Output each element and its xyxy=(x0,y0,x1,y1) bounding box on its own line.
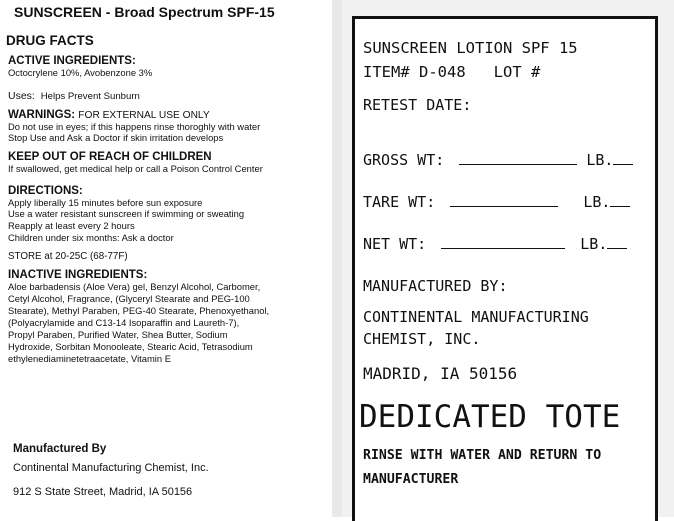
tare-weight-blank xyxy=(450,206,558,207)
item-lot-row xyxy=(363,63,540,81)
drug-facts-heading: DRUG FACTS xyxy=(6,33,94,48)
keep-out-text: If swallowed, get medical help or call a Poison Control Center xyxy=(8,163,263,174)
warnings-heading: WARNINGS: xyxy=(8,109,76,121)
inactive-line: Stearate), Methyl Paraben, PEG-40 Stearate, Phenoxyethanol, xyxy=(8,305,270,316)
manufacturer-address: 912 S State Street, Madrid, IA 50156 xyxy=(13,486,193,498)
tare-lb-blank xyxy=(610,206,630,207)
active-ingredients-text: Octocrylene 10%, Avobenzone 3% xyxy=(8,67,153,78)
inactive-line: Propyl Paraben, Purified Water, Shea Butter, Sodium xyxy=(8,329,228,340)
lot-label: LOT # xyxy=(493,63,541,81)
dedicated-tote-title: DEDICATED TOTE xyxy=(359,399,621,435)
uses-label: Uses: xyxy=(8,90,35,102)
product-line: SUNSCREEN LOTION SPF 15 xyxy=(363,39,578,57)
inactive-line: Hydroxide, Sorbitan Monooleate, Stearic Acid, Tetrasodium xyxy=(8,341,253,352)
product-title: SUNSCREEN - Broad Spectrum SPF-15 xyxy=(14,4,275,20)
directions-line: Reapply at least every 2 hours xyxy=(8,220,135,231)
gross-lb-label: LB. xyxy=(586,151,614,169)
gross-weight-label: GROSS WT: xyxy=(363,151,445,169)
uses-text: Helps Prevent Sunburn xyxy=(40,91,140,102)
tote-label-background xyxy=(342,0,674,517)
warnings-line: Do not use in eyes; if this happens rinse thoroghly with water xyxy=(8,121,261,132)
inactive-line: Cetyl Alcohol, Fragrance, (Glyceryl Stearate and PEG-100 xyxy=(8,293,250,304)
drug-facts-label xyxy=(0,0,332,517)
keep-out-heading: KEEP OUT OF REACH OF CHILDREN xyxy=(8,151,212,163)
warnings-line: Stop Use and Ask a Doctor if skin irritation develops xyxy=(8,132,224,143)
city-line: MADRID, IA 50156 xyxy=(363,364,518,383)
inactive-line: (Polyacrylamide and C13-14 Isoparaffin and Laureth-7), xyxy=(8,317,240,328)
tare-lb-label: LB. xyxy=(583,193,611,211)
net-weight-blank xyxy=(441,248,565,249)
tare-weight-label: TARE WT: xyxy=(363,193,436,211)
tare-weight-row xyxy=(363,193,630,211)
company-line-1: CONTINENTAL MANUFACTURING xyxy=(363,308,589,326)
manufacturer-name: Continental Manufacturing Chemist, Inc. xyxy=(13,462,209,474)
net-weight-row xyxy=(363,235,627,253)
rinse-line-2: MANUFACTURER xyxy=(363,472,459,487)
tote-label xyxy=(352,16,658,521)
directions-heading: DIRECTIONS: xyxy=(8,185,83,197)
gross-weight-blank xyxy=(459,164,577,165)
warnings-row xyxy=(8,109,210,121)
manufactured-by-label: MANUFACTURED BY: xyxy=(363,277,508,295)
inactive-line: Aloe barbadensis (Aloe Vera) gel, Benzyl Alcohol, Carbomer, xyxy=(8,281,261,292)
inactive-ingredients-heading: INACTIVE INGREDIENTS: xyxy=(8,269,148,281)
company-line-2: CHEMIST, INC. xyxy=(363,330,481,348)
manufactured-by-heading: Manufactured By xyxy=(13,443,107,455)
label-divider xyxy=(332,0,342,517)
store-text: STORE at 20-25C (68-77F) xyxy=(8,251,128,262)
item-number: ITEM# D-048 xyxy=(363,63,466,81)
directions-line: Apply liberally 15 minutes before sun exposure xyxy=(8,197,203,208)
net-lb-label: LB. xyxy=(580,235,608,253)
net-weight-label: NET WT: xyxy=(363,235,427,253)
directions-line: Children under six months: Ask a doctor xyxy=(8,232,174,243)
net-lb-blank xyxy=(607,248,627,249)
rinse-line-1: RINSE WITH WATER AND RETURN TO xyxy=(363,448,602,463)
uses-row xyxy=(8,90,140,102)
active-ingredients-heading: ACTIVE INGREDIENTS: xyxy=(8,55,136,67)
directions-line: Use a water resistant sunscreen if swimming or sweating xyxy=(8,208,245,219)
warnings-sub: FOR EXTERNAL USE ONLY xyxy=(78,110,210,121)
inactive-line: ethylenediaminetetraacetate, Vitamin E xyxy=(8,353,171,364)
retest-date-label: RETEST DATE: xyxy=(363,96,472,114)
gross-weight-row xyxy=(363,151,633,169)
gross-lb-blank xyxy=(613,164,633,165)
